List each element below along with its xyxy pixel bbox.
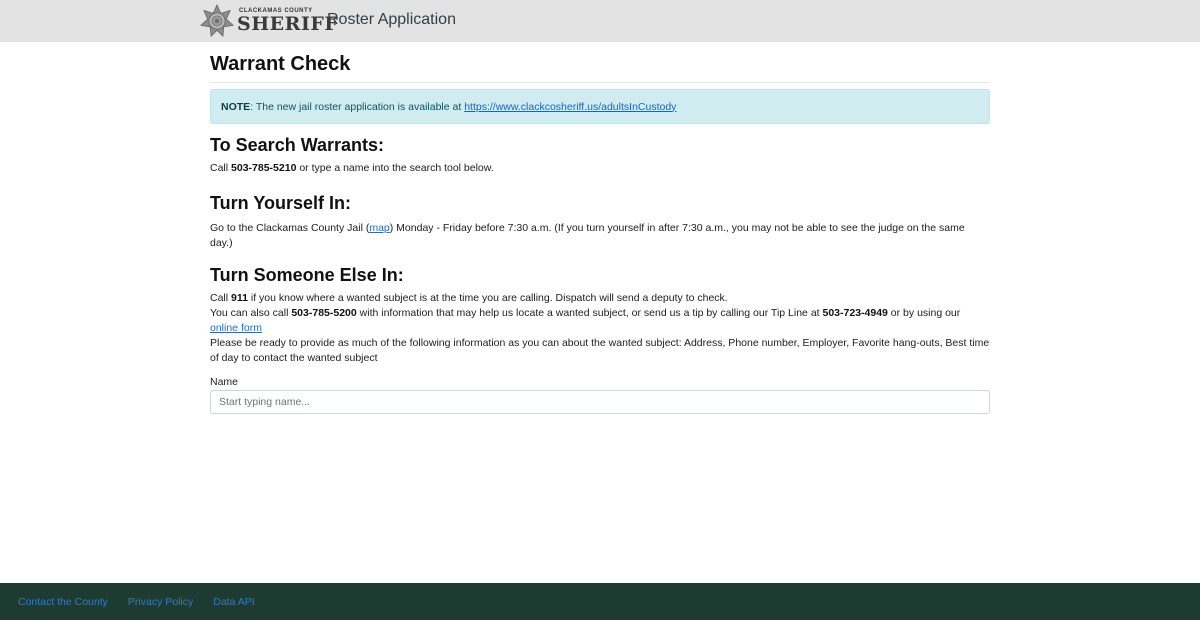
search-post: or type a name into the search tool below.	[296, 162, 494, 174]
contact-county-link[interactable]: Contact the County	[18, 595, 108, 608]
yourself-pre: Go to the Clackamas County Jail (	[210, 222, 370, 234]
logo-sheriff-text: SHERIFF	[237, 13, 339, 35]
tip-line	[210, 306, 990, 336]
app-title: Roster Application	[327, 11, 456, 28]
logo-county-text: CLACKAMAS COUNTY	[239, 8, 313, 14]
search-pre: Call	[210, 162, 232, 174]
page-title: Warrant Check	[210, 53, 990, 83]
yourself-post: ) Monday - Friday before 7:30 a.m. (If you turn yourself in after 7:30 a.m., you may not be able to see the judge on the same day.)	[210, 222, 965, 249]
emergency-number: 911	[231, 292, 248, 304]
top-header	[0, 0, 1200, 42]
site-footer	[0, 583, 1200, 620]
warrant-phone: 503-785-5210	[231, 162, 297, 174]
call-911-line	[210, 291, 990, 306]
line1-pre: Call	[210, 292, 232, 304]
main-content	[210, 42, 990, 414]
info-request-line: Please be ready to provide as much of the following information as you can about the wanted subject: Address, Phone number, Employer, Favorite hang-outs, Best time of day to contact the wanted subject	[210, 337, 990, 364]
note-label: NOTE	[221, 100, 251, 113]
tip-phone: 503-723-4949	[822, 307, 888, 319]
roster-app-link[interactable]: https://www.clackcosheriff.us/adultsInCustody	[464, 100, 677, 113]
logo-wordmark	[237, 8, 338, 34]
jail-map-link[interactable]: map	[369, 222, 390, 234]
name-field-label: Name	[210, 376, 239, 388]
line2-mid: with information that may help us locate a wanted subject, or send us a tip by calling our Tip Line at	[356, 307, 823, 319]
privacy-policy-link[interactable]: Privacy Policy	[127, 595, 194, 608]
search-warrants-heading: To Search Warrants:	[210, 135, 385, 155]
line1-post: if you know where a wanted subject is at the time you are calling. Dispatch will send a deputy to check.	[247, 292, 728, 304]
turn-yourself-in-text	[210, 221, 990, 251]
turn-someone-else-in-text	[210, 291, 990, 366]
sheriff-star-badge-icon	[200, 4, 234, 38]
sheriff-logo[interactable]	[200, 3, 338, 39]
line2-or: or by using our	[887, 307, 961, 319]
line2-pre: You can also call	[210, 307, 292, 319]
search-warrants-text	[210, 161, 990, 176]
info-phone: 503-785-5200	[291, 307, 357, 319]
name-search-input[interactable]	[210, 390, 990, 414]
note-text	[221, 101, 676, 113]
turn-yourself-in-heading: Turn Yourself In:	[210, 193, 352, 213]
online-form-link[interactable]: online form	[210, 322, 262, 334]
data-api-link[interactable]: Data API	[213, 595, 255, 608]
note-alert	[210, 89, 990, 124]
note-body: : The new jail roster application is available at	[250, 100, 465, 113]
turn-someone-else-in-heading: Turn Someone Else In:	[210, 265, 404, 285]
